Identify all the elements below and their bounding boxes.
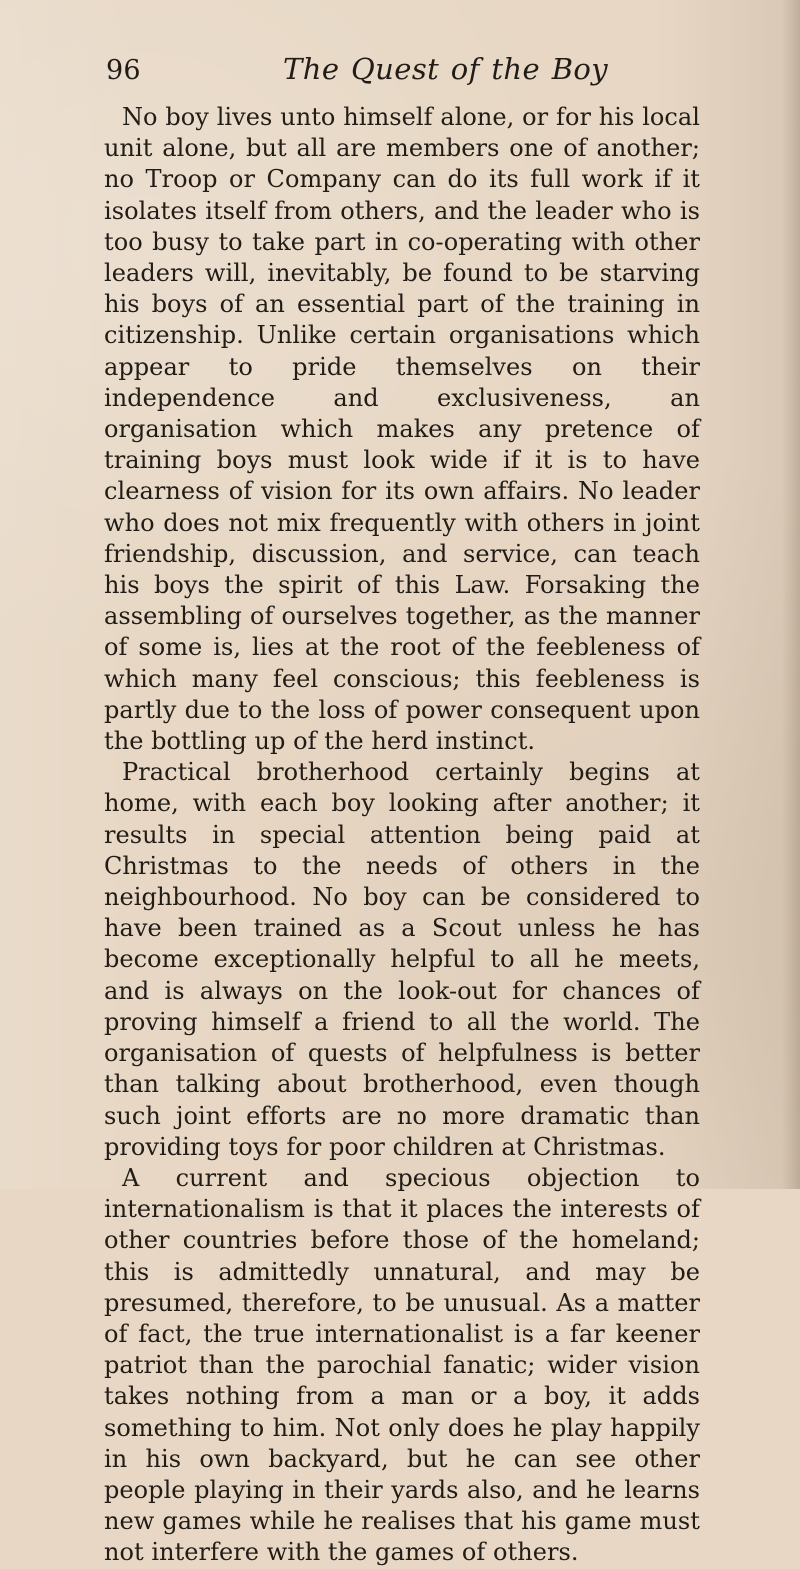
paragraph-3: A current and specious objection to internationalism is that it places the interests of other countries before those of the homeland; this is admittedly unnatural, and may be presumed, therefore, to be unusual. As a matter of fact, the true internationalist is a far keener patriot than the parochial fanatic; wider vision takes nothing from a man or a boy, it adds something to him. Not only does he play happily in his own backyard, but he can see other people playing in their yards also, and he learns new games while he realises that his game must not interfere with the games of others.	[104, 1163, 700, 1567]
paragraph-1: No boy lives unto himself alone, or for his local unit alone, but all are members one of another; no Troop or Company can do its full work if it isolates itself from others, and the leader who is too busy to take part in co-operating with other leaders will, inevitably, be found to be starving his boys of an essential part of the training in citizenship. Unlike certain organisations which appear to pride themselves on their independence and exclusiveness, an organisation which makes any pretence of training boys must look wide if it is to have clearness of vision for its own affairs. No leader who does not mix frequently with others in joint friendship, discussion, and service, can teach his boys the spirit of this Law. Forsaking the assembling of ourselves together, as the manner of some is, lies at the root of the feebleness of which many feel conscious; this feebleness is partly due to the loss of power consequent upon the bottling up of the herd instinct.	[104, 103, 700, 756]
page-number: 96	[106, 55, 141, 86]
body-text	[104, 102, 700, 1569]
running-title: The Quest of the Boy	[283, 52, 609, 86]
page-edge-shadow	[782, 0, 800, 1189]
page-header	[106, 50, 736, 96]
paragraph-2: Practical brotherhood certainly begins at home, with each boy looking after another; it results in special attention being paid at Christmas to the needs of others in the neighbourhood. No boy can be considered to have been trained as a Scout unless he has become exceptionally helpful to all he meets, and is always on the look-out for chances of proving himself a friend to all the world. The organisation of quests of helpfulness is better than talking about brotherhood, even though such joint efforts are no more dramatic than providing toys for poor children at Christmas.	[104, 758, 700, 1161]
